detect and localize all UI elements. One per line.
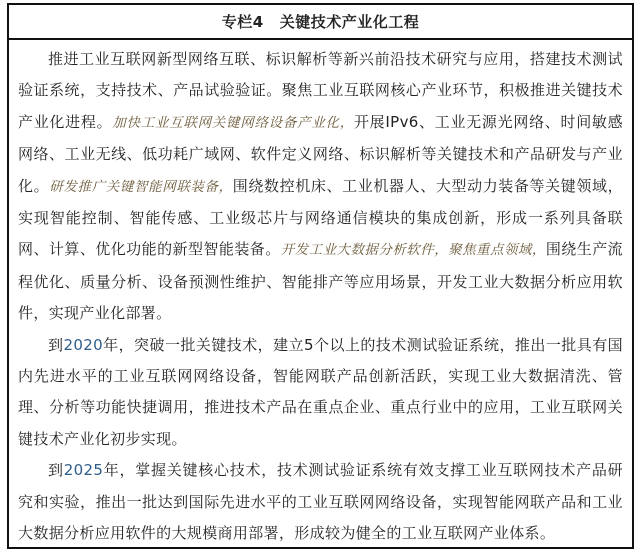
text-run: 年，突破一批关键技术，建立5个以上的技术测试验证系统，推出一批具有国内先进水平的工业互联网网络设备，智能网联产品创新活跃，实现工业大数据清洗、管理、分析等功能快捷调用，推进技术产品在重点企业、重点行业中的应用，工业互联网关键技术产业化初步实现。	[18, 335, 623, 448]
year-2025: 2025	[63, 461, 104, 480]
year-2020: 2020	[63, 335, 104, 354]
highlight-run-smart-equipment: 研发推广关键智能网联装备，	[49, 178, 233, 195]
column-title-text: 关键技术产业化工程	[279, 13, 420, 31]
text-run: 年，掌握关键核心技术，技术测试验证系统有效支撑工业互联网技术产品研究和实验，推出一批达到国际先进水平的工业互联网网络设备，实现智能网联产品和工业大数据分析应用软件的大规模商用部署，形成较为健全的工业互联网产业体系。	[18, 461, 623, 543]
text-run: 到	[48, 335, 64, 354]
highlight-run-network-devices: 加快工业互联网关键网络设备产业化，	[112, 114, 354, 131]
text-run: 开展IPv6、工业无源光网络、时间敏感网络、工业无线、低功耗广域网、软件定义网络、标识解析等关键技术和产品研发与产业化。	[18, 112, 623, 195]
column-box	[7, 3, 634, 549]
paragraph-overview	[18, 44, 623, 330]
highlight-run-big-data-software: 开发工业大数据分析软件，聚焦重点领域，	[280, 242, 546, 259]
column-body	[9, 40, 632, 550]
column-number: 专栏4	[221, 13, 264, 31]
text-run: 围绕数控机床、工业机器人、大型动力装备等关键领域，实现智能控制、智能传感、工业级芯片与网络通信模块的集成创新，形成一系列具备联网、计算、优化功能的新型智能装备。	[18, 176, 623, 259]
paragraph-2025-goal	[18, 455, 623, 549]
text-run: 推进工业互联网新型网络互联、标识解析等新兴前沿技术研究与应用，搭建技术测试验证系统，支持技术、产品试验验证。聚焦工业互联网核心产业环节，积极推进关键技术产业化进程。	[18, 50, 623, 131]
column-title	[9, 5, 632, 40]
paragraph-2020-goal	[18, 330, 623, 456]
text-run: 围绕生产流程优化、质量分析、设备预测性维护、智能排产等应用场景，开发工业大数据分析应用软件，实现产业化部署。	[18, 240, 623, 323]
text-run: 到	[48, 461, 64, 480]
